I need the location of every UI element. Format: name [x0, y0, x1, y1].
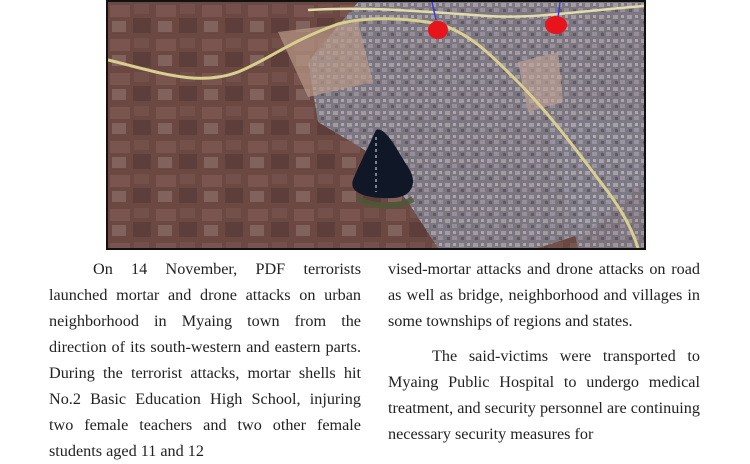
article-left-column	[49, 256, 361, 464]
article-paragraph: On 14 November, PDF terrorists launched mortar and drone attacks on urban neighborhood in Myaing town from the direction of its south-western and eastern parts. During the terrorist attacks, mortar shells hit No.2 Basic Education High School, injuring two female teachers and two other female students aged 11 and 12	[49, 260, 361, 460]
article-right-column	[388, 256, 700, 447]
attack-site-marker	[428, 21, 448, 39]
attack-site-marker	[545, 16, 567, 34]
article-paragraph: The said-victims were transported to Myaing Public Hospital to undergo medical treatment, and security personnel are continuing necessary security measures for	[388, 347, 700, 443]
satellite-map	[108, 2, 644, 248]
article-paragraph: vised-mortar attacks and drone attacks on road as well as bridge, neighborhood and villages in some townships of regions and states.	[388, 260, 700, 330]
satellite-map-figure	[106, 0, 646, 250]
